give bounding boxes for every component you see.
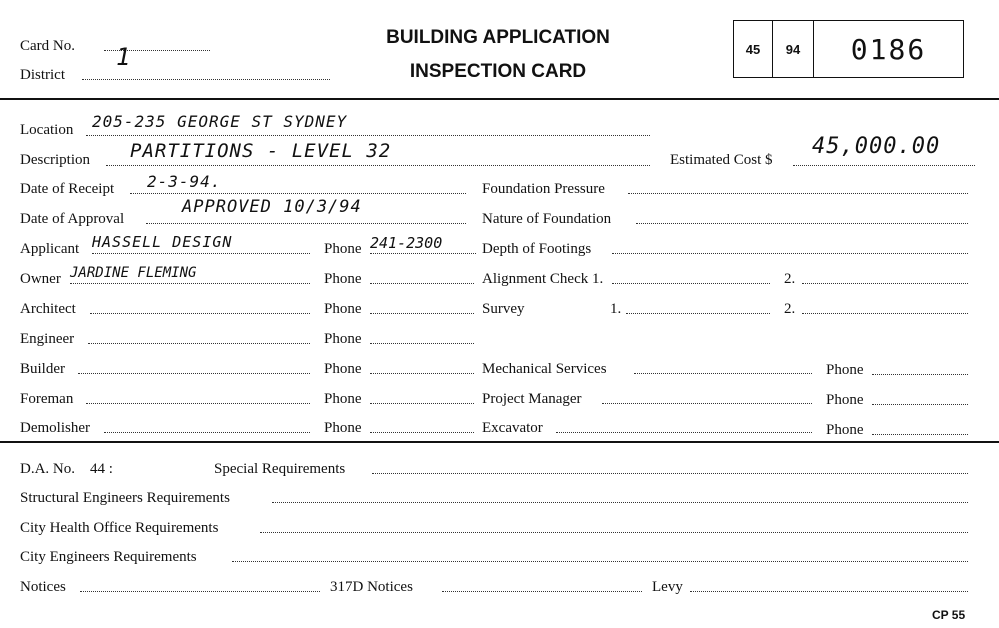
notices-317d-label: 317D Notices [330, 579, 413, 595]
city-engineers-requirements-field[interactable] [232, 547, 968, 562]
owner-phone-field[interactable] [370, 269, 474, 284]
excavator-field[interactable] [556, 418, 812, 433]
notices-label: Notices [20, 579, 66, 595]
excavator-label: Excavator [482, 420, 543, 436]
engineer-label: Engineer [20, 331, 75, 347]
depth-footings-field[interactable] [612, 239, 968, 254]
builder-field[interactable] [78, 359, 310, 374]
special-requirements-field[interactable] [372, 459, 968, 474]
owner-value: JARDINE FLEMING [70, 265, 197, 281]
demolisher-phone-label: Phone [324, 420, 362, 436]
number-box-prefix-b: 94 [773, 21, 814, 77]
nature-foundation-label: Nature of Foundation [482, 211, 612, 227]
levy-label: Levy [652, 579, 683, 595]
receipt-value: 2-3-94. [147, 172, 222, 191]
health-requirements-field[interactable] [260, 518, 968, 533]
number-box-prefix-a: 45 [734, 21, 773, 77]
mechanical-phone-field[interactable] [872, 360, 968, 375]
da-no-value: 44 : [90, 461, 113, 477]
da-no-label: D.A. No. [20, 461, 75, 477]
survey-2-label: 2. [784, 301, 796, 317]
architect-field[interactable] [90, 299, 310, 314]
foreman-phone-field[interactable] [370, 389, 474, 404]
foundation-pressure-field[interactable] [628, 179, 968, 194]
survey-label: Survey [482, 301, 525, 317]
nature-foundation-field[interactable] [636, 209, 968, 224]
builder-label: Builder [20, 361, 65, 377]
notices-317d-field[interactable] [442, 577, 642, 592]
alignment-check-2-label: 2. [784, 271, 796, 287]
demolisher-phone-field[interactable] [370, 418, 474, 433]
mechanical-phone-label: Phone [826, 362, 864, 378]
engineer-phone-label: Phone [324, 331, 362, 347]
project-manager-phone-label: Phone [826, 392, 864, 408]
application-number: 0186 [850, 32, 927, 66]
alignment-check-label: Alignment Check 1. [482, 271, 604, 287]
excavator-phone-label: Phone [826, 422, 864, 438]
builder-phone-label: Phone [324, 361, 362, 377]
description-label: Description [20, 152, 90, 168]
survey-2-field[interactable] [802, 299, 968, 314]
approval-value: APPROVED 10/3/94 [182, 197, 362, 217]
owner-label: Owner [20, 271, 61, 287]
estimated-cost-label: Estimated Cost $ [670, 152, 773, 168]
foreman-phone-label: Phone [324, 391, 362, 407]
builder-phone-field[interactable] [370, 359, 474, 374]
card-no-label: Card No. [20, 38, 75, 54]
mechanical-services-label: Mechanical Services [482, 361, 607, 377]
demolisher-field[interactable] [104, 418, 310, 433]
levy-field[interactable] [690, 577, 968, 592]
architect-phone-label: Phone [324, 301, 362, 317]
foundation-pressure-label: Foundation Pressure [482, 181, 605, 197]
form-title-line2: INSPECTION CARD [409, 61, 587, 82]
owner-phone-label: Phone [324, 271, 362, 287]
special-requirements-label: Special Requirements [214, 461, 346, 477]
form-code: CP 55 [932, 608, 966, 622]
district-value: 1 [116, 43, 132, 71]
applicant-phone-label: Phone [324, 241, 362, 257]
form-title-line1: BUILDING APPLICATION [386, 27, 610, 48]
project-manager-phone-field[interactable] [872, 390, 968, 405]
section-divider [0, 441, 999, 443]
estimated-cost-value: 45,000.00 [812, 134, 941, 159]
mechanical-services-field[interactable] [634, 359, 812, 374]
project-manager-field[interactable] [602, 389, 812, 404]
location-value: 205-235 GEORGE ST SYDNEY [92, 112, 348, 131]
applicant-phone-value: 241-2300 [370, 234, 443, 252]
excavator-phone-field[interactable] [872, 420, 968, 435]
receipt-label: Date of Receipt [20, 181, 115, 197]
structural-requirements-label: Structural Engineers Requirements [20, 490, 230, 506]
applicant-value: HASSELL DESIGN [92, 233, 233, 251]
notices-field[interactable] [80, 577, 320, 592]
alignment-check-2-field[interactable] [802, 269, 968, 284]
approval-label: Date of Approval [20, 211, 125, 227]
project-manager-label: Project Manager [482, 391, 582, 407]
depth-footings-label: Depth of Footings [482, 241, 592, 257]
city-engineers-requirements-label: City Engineers Requirements [20, 549, 197, 565]
foreman-label: Foreman [20, 391, 74, 407]
survey-1-field[interactable] [626, 299, 770, 314]
engineer-phone-field[interactable] [370, 329, 474, 344]
engineer-field[interactable] [88, 329, 310, 344]
location-label: Location [20, 122, 74, 138]
health-requirements-label: City Health Office Requirements [20, 520, 219, 536]
application-number-box [733, 20, 964, 78]
header-divider [0, 98, 999, 100]
foreman-field[interactable] [86, 389, 310, 404]
applicant-label: Applicant [20, 241, 80, 257]
description-value: PARTITIONS - LEVEL 32 [130, 140, 392, 162]
architect-label: Architect [20, 301, 76, 317]
demolisher-label: Demolisher [20, 420, 90, 436]
alignment-check-1-field[interactable] [612, 269, 770, 284]
survey-1-label: 1. [610, 301, 622, 317]
district-label: District [20, 67, 65, 83]
structural-requirements-field[interactable] [272, 488, 968, 503]
architect-phone-field[interactable] [370, 299, 474, 314]
